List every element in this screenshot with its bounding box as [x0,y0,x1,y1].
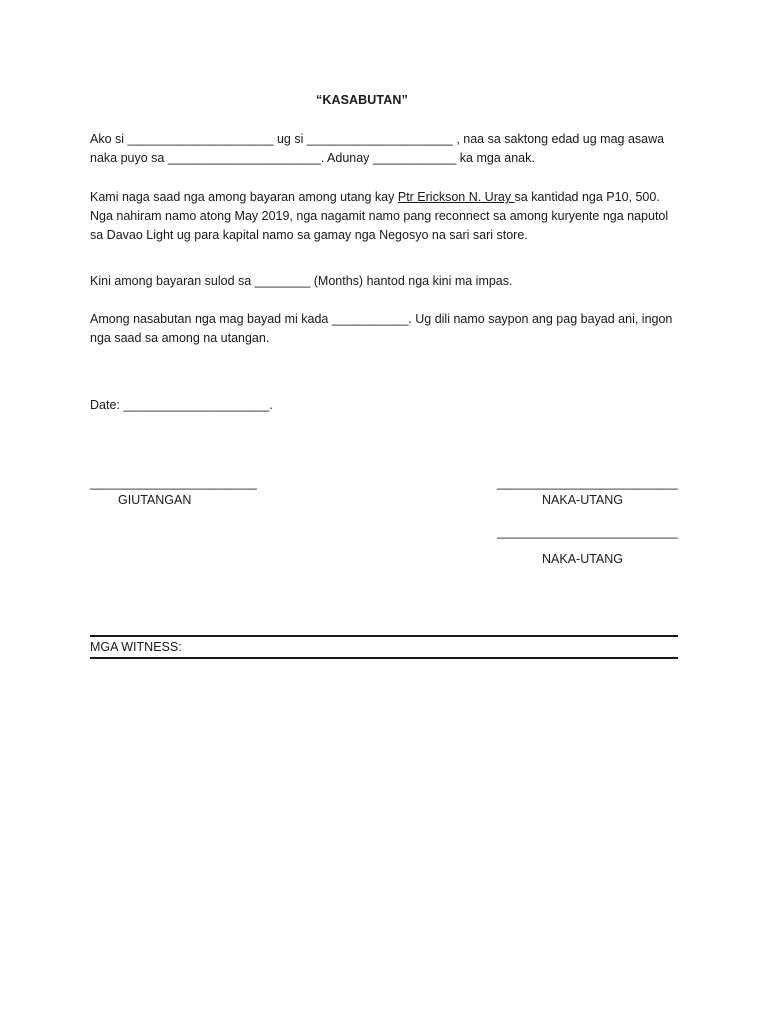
term-paragraph: Kini among bayaran sulod sa ________ (Months) hantod nga kini ma impas. [90,274,513,288]
witness-top-rule [90,635,678,637]
naka-utang-label-1: NAKA-UTANG [542,493,624,507]
parties-paragraph [90,130,690,168]
loan-line-1-pre: Kami naga saad nga among bayaran among utang kay [90,190,398,204]
naka-utang-signature-line-2: __________________________ [497,525,678,539]
document-title: “KASABUTAN” [316,93,408,107]
witness-label: MGA WITNESS: [90,640,182,654]
lender-name: Ptr Erickson N. Uray [397,190,515,204]
loan-paragraph [90,188,690,245]
payment-line-2: nga saad sa among na utangan. [90,331,270,345]
loan-line-3: sa Davao Light ug para kapital namo sa gamay nga Negosyo na sari sari store. [90,228,528,242]
naka-utang-signature-line-1: __________________________ [497,476,678,490]
naka-utang-label-2: NAKA-UTANG [542,552,624,566]
parties-line-1: Ako si _____________________ ug si _____________________ , naa sa saktong edad ug mag asawa [90,132,665,146]
date-line: Date: _____________________. [90,398,273,412]
payment-line-1: Among nasabutan nga mag bayad mi kada ___________. Ug dili namo saypon ang pag bayad ani, ingon [90,312,673,326]
payment-paragraph [90,310,690,348]
parties-line-2: naka puyo sa ______________________. Adunay ____________ ka mga anak. [90,151,535,165]
giutangan-signature-line: ________________________ [90,476,257,490]
witness-bottom-rule [90,657,678,659]
loan-line-1-post: sa kantidad nga P10, 500. [514,190,660,204]
loan-line-2: Nga nahiram namo atong May 2019, nga nagamit namo pang reconnect sa among kuryente nga naputol [90,209,669,223]
giutangan-label: GIUTANGAN [118,493,192,507]
